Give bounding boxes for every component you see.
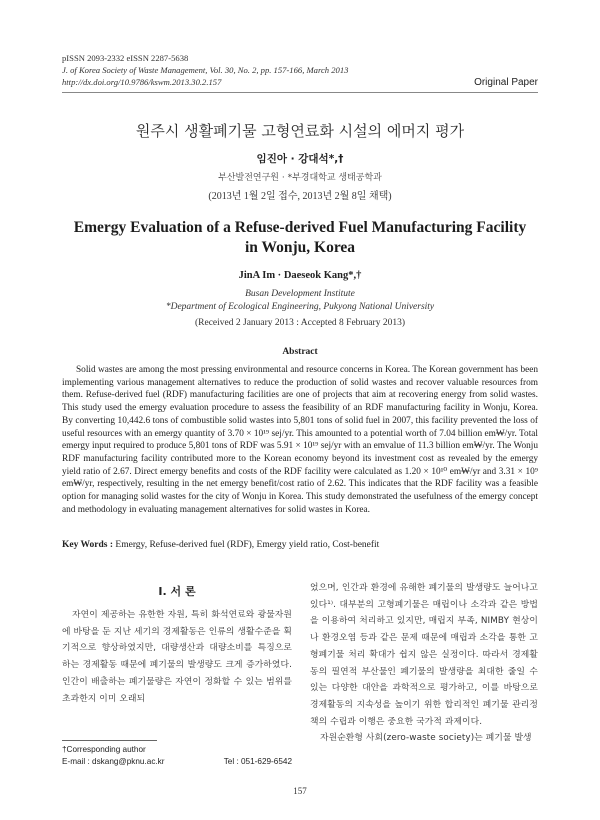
page-number: 157 (293, 786, 307, 796)
english-title-line2: in Wonju, Korea (244, 239, 356, 256)
english-authors: JinA Im · Daeseok Kang*,† (238, 270, 362, 281)
paper-type: Original Paper (474, 77, 538, 88)
right-paragraph-2: 자원순환형 사회(zero-waste society)는 폐기물 발생 (320, 733, 532, 744)
footnote-email[interactable]: E-mail : dskang@pknu.ac.kr (62, 757, 165, 766)
left-paragraph: 자연이 제공하는 유한한 자원, 특히 화석연료와 광물자원에 바탕을 둔 지난 세기의 경제활동은 인류의 생활수준을 획기적으로 향상하였지만, 대량생산과 대량소비를 특징으로 하는 경제활동 때문에 폐기물의 발생량도 크게 증가하였다. 인간이 배출하는 폐기물량은 자연이 정화할 수 있는 범위를 초과한지 이미 오래되 (62, 610, 292, 704)
korean-dates: (2013년 1월 2일 접수, 2013년 2월 8일 채택) (208, 191, 392, 202)
journal-citation: J. of Korea Society of Waste Management, Vol. 30, No. 2, pp. 157-166, March 2013 (62, 65, 349, 75)
left-column (62, 583, 292, 707)
journal-header (62, 52, 348, 88)
keywords (62, 540, 379, 550)
korean-title: 원주시 생활폐기물 고형연료화 시설의 에머지 평가 (135, 122, 465, 140)
english-title (40, 218, 560, 258)
header-rule (62, 92, 538, 93)
abstract-heading: Abstract (282, 347, 318, 357)
footnote (62, 744, 292, 768)
section-heading: I. 서 론 (158, 585, 196, 598)
footnote-tel: Tel : 051-629-6542 (223, 757, 292, 766)
english-affiliations (0, 288, 600, 314)
korean-affiliation: 부산발전연구원 · *부경대학교 생태공학과 (218, 173, 382, 183)
english-title-line1: Emergy Evaluation of a Refuse-derived Fuel Manufacturing Facility (73, 219, 527, 236)
english-dates: (Received 2 January 2013 : Accepted 8 February 2013) (195, 318, 405, 328)
abstract-text: Solid wastes are among the most pressing environmental and resource concerns in Korea. The Korean government has been implementing various management alternatives to reduce the production of solid wastes and recover valuable resources from them. Refuse-derived fuel (RDF) manufacturing facilities are one of projects that aim at recovering energy from solid wastes. This study used the emergy evaluation procedure to assess the feasibility of an RDF manufacturing facility in Wonju, Korea. By converting 10,442.6 tons of combustible solid wastes into 5,801 tons of solid fuel in 2007, this facility prevented the loss of useful resources with an emergy quantity of 3.70 × 10¹⁹ sej/yr. This amounted to a potential worth of 7.04 billion em₩/yr. Total emergy input required to produce 5,801 tons of RDF was 5.91 × 10¹⁹ sej/yr with an emvalue of 11.3 billion em₩/yr. The Wonju RDF manufacturing facility contributed more to the Korean economy beyond its investment cost as revealed by the emergy yield ratio of 2.67. Direct emergy benefits and costs of the RDF facility were calculated as 1.20 × 10¹⁰ em₩/yr and 3.31 × 10⁹ em₩/yr, respectively, resulting in the net emergy benefit/cost ratio of 2.62. This indicates that the RDF facility was a feasible option for managing solid wastes for the city of Wonju in Korea. This study demonstrated the usefulness of the emergy concept and methodology in evaluating management alternatives for solid wastes in Korea. (62, 365, 538, 515)
doi-link[interactable]: http://dx.doi.org/10.9786/kswm.2013.30.2.157 (62, 77, 222, 87)
keywords-label: Key Words : (62, 540, 114, 550)
keywords-text: Emergy, Refuse-derived fuel (RDF), Emergy yield ratio, Cost-benefit (113, 540, 380, 550)
english-affiliation-2: *Department of Ecological Engineering, Pukyong National University (165, 302, 435, 312)
footnote-rule (62, 740, 157, 741)
right-paragraph-1: 었으며, 인간과 환경에 유해한 폐기물의 발생량도 늘어나고 있다¹⁾. 대부분의 고형폐기물은 매립이나 소각과 같은 방법을 이용하여 처리하고 있지만, 매립지 부족, NIMBY 현상이나 환경오염 등과 같은 문제 때문에 매립과 소각을 통한 고형폐기물 처리 확대가 쉽지 않은 실정이다. 따라서 경제활동의 필연적 부산물인 폐기물의 발생량을 최대한 줄일 수 있는 다양한 대안을 과학적으로 평가하고, 이를 바탕으로 경제활동의 지속성을 높이기 위한 합리적인 폐기물 관리정책의 수립과 이행은 중요한 국가적 과제이다. (310, 583, 538, 727)
korean-authors: 임진아 · 강대석*,† (256, 153, 344, 165)
english-affiliation-1: Busan Development Institute (245, 289, 355, 299)
footnote-label: †Corresponding author (62, 745, 146, 754)
issn-line: pISSN 2093-2332 eISSN 2287-5638 (62, 53, 189, 63)
right-column (310, 580, 538, 747)
